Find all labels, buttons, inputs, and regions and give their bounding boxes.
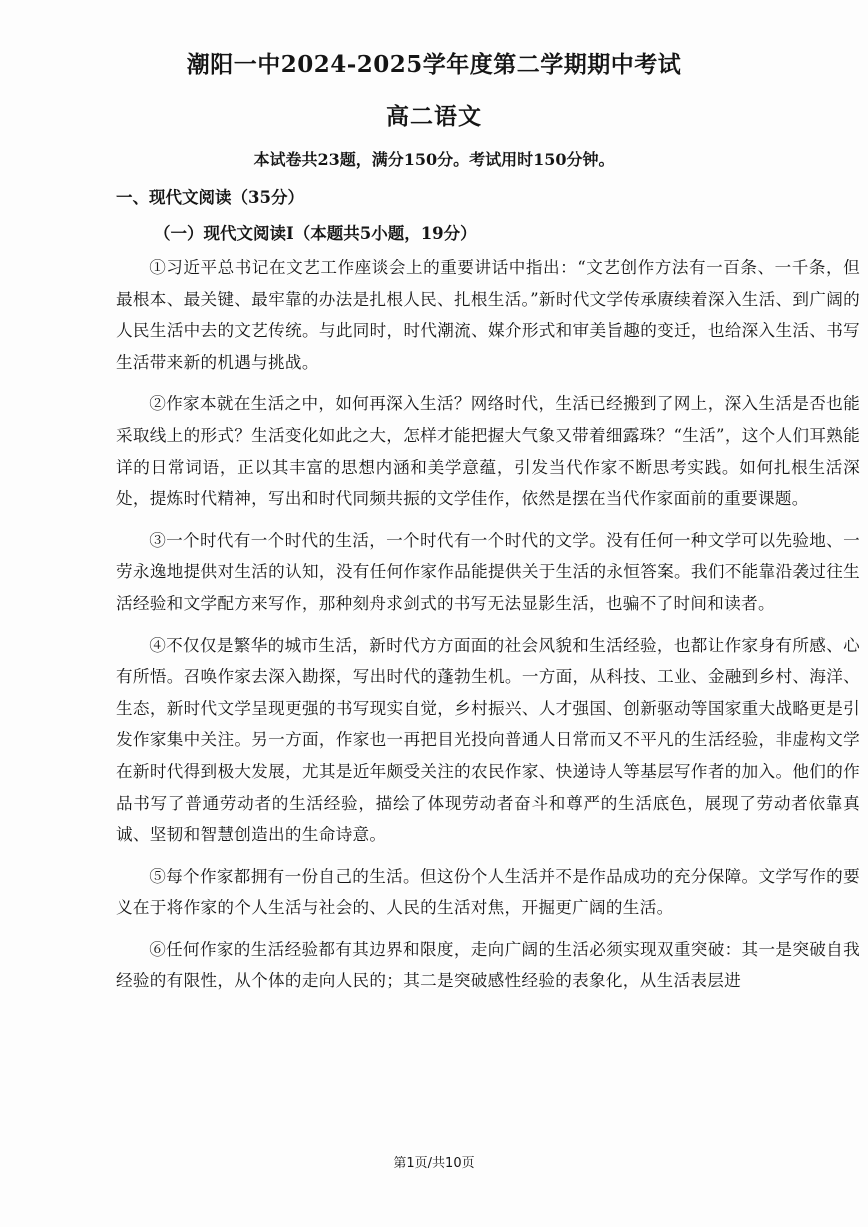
page-number: 第1页/共10页 xyxy=(393,1156,475,1171)
exam-info: 本试卷共23题，满分150分。考试用时150分钟。 xyxy=(253,150,615,169)
subject-title: 高二语文 xyxy=(386,103,482,130)
paragraph-1: ①习近平总书记在文艺工作座谈会上的重要讲话中指出：“文艺创作方法有一百条、一千条，但最根本、最关键、最牢靠的办法是扎根人民、扎根生活。”新时代文学传承赓续着深入生活、到广阔的人民生活中去的文艺传统。与此同时，时代潮流、媒介形式和审美旨趣的变迁，也给深入生活、书写生活带来新的机遇与挑战。 xyxy=(116,258,860,372)
exam-title: 潮阳一中2024-2025学年度第二学期期中考试 xyxy=(186,51,682,78)
paragraph-4: ④不仅仅是繁华的城市生活，新时代方方面面的社会风貌和生活经验，也都让作家身有所感、心有所悟。召唤作家去深入勘探，写出时代的蓬勃生机。一方面，从科技、工业、金融到乡村、海洋、生态，新时代文学呈现更强的书写现实自觉，乡村振兴、人才强国、创新驱动等国家重大战略更是引发作家集中关注。另一方面，作家也一再把目光投向普通人日常而又不平凡的生活经验，非虚构文学在新时代得到极大发展，尤其是近年颇受关注的农民作家、快递诗人等基层写作者的加入。他们的作品书写了普通劳动者的生活经验，描绘了体现劳动者奋斗和尊严的生活底色，展现了劳动者依靠真诚、坚韧和智慧创造出的生命诗意。 xyxy=(116,635,860,845)
subsection-heading: （一）现代文阅读Ⅰ（本题共5小题，19分） xyxy=(154,224,477,243)
paragraph-3: ③一个时代有一个时代的生活，一个时代有一个时代的文学。没有任何一种文学可以先验地、一劳永逸地提供对生活的认知，没有任何作家作品能提供关于生活的永恒答案。我们不能靠沿袭过往生活经验和文学配方来写作，那种刻舟求剑式的书写无法显影生活，也骗不了时间和读者。 xyxy=(116,530,860,613)
paragraph-6: ⑥任何作家的生活经验都有其边界和限度，走向广阔的生活必须实现双重突破：其一是突破自我经验的有限性，从个体的走向人民的；其二是突破感性经验的表象化，从生活表层进 xyxy=(116,939,860,991)
reading-passage xyxy=(116,252,860,1007)
paragraph-2: ②作家本就在生活之中，如何再深入生活？网络时代，生活已经搬到了网上，深入生活是否也能采取线上的形式？生活变化如此之大，怎样才能把握大气象又带着细露珠？“生活”，这个人们耳熟能详的日常词语，正以其丰富的思想内涵和美学意蕴，引发当代作家不断思考实践。如何扎根生活深处，提炼时代精神，写出和时代同频共振的文学佳作，依然是摆在当代作家面前的重要课题。 xyxy=(116,394,860,509)
section-heading: 一、现代文阅读（35分） xyxy=(116,188,304,207)
paragraph-5: ⑤每个作家都拥有一份自己的生活。但这份个人生活并不是作品成功的充分保障。文学写作的要义在于将作家的个人生活与社会的、人民的生活对焦，开掘更广阔的生活。 xyxy=(116,866,860,918)
